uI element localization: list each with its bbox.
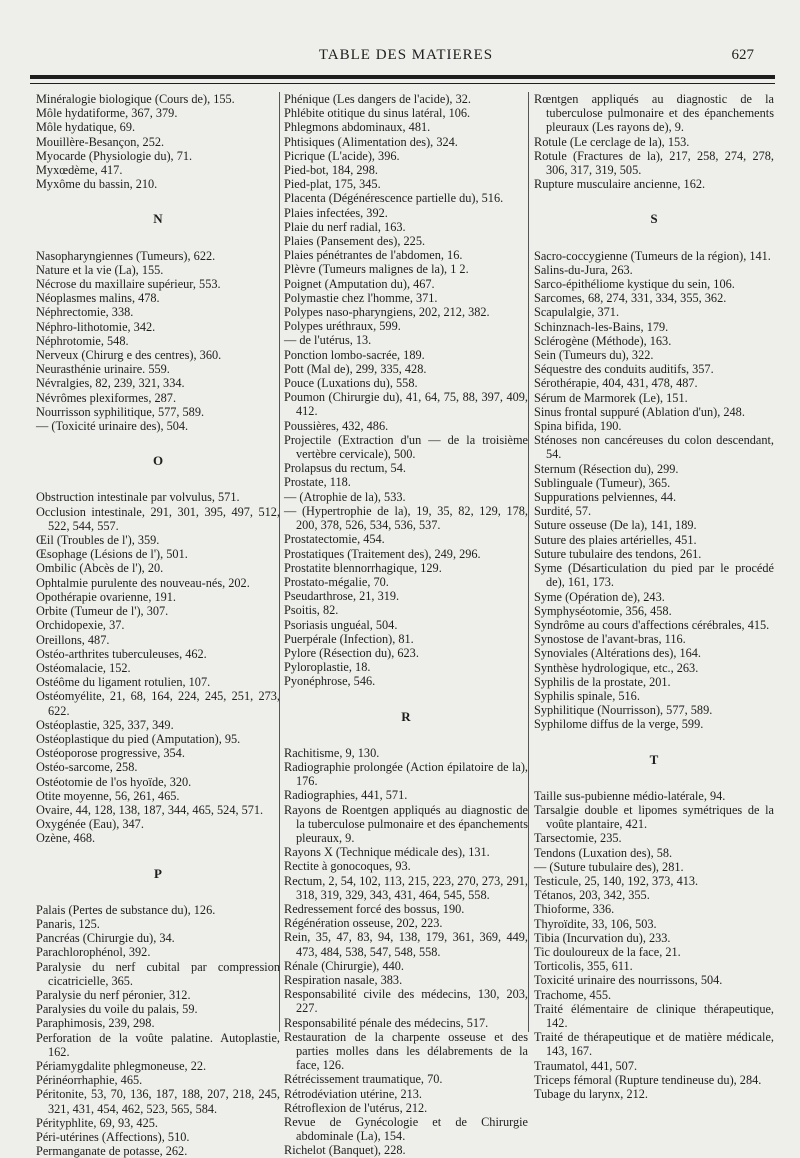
index-entry: Plaies infectées, 392.: [284, 205, 388, 220]
index-column-2: [284, 92, 528, 1158]
index-entry: Rotule (Le cerclage de la), 153.: [534, 134, 690, 149]
index-entry: Obstruction intestinale par volvulus, 571.: [36, 490, 240, 505]
index-entry: Perforation de la voûte palatine. Autoplastie, 162.: [36, 1030, 280, 1059]
index-entry: Nasopharyngiennes (Tumeurs), 622.: [36, 248, 216, 263]
index-entry: Thyroïdite, 33, 106, 503.: [534, 916, 657, 931]
index-entry: Môle hydatique, 69.: [36, 120, 136, 135]
index-entry: Picrique (L'acide), 396.: [284, 148, 400, 163]
index-entry: Syphilome diffus de la verge, 599.: [534, 717, 704, 732]
index-entry: Suture osseuse (De la), 141, 189.: [534, 518, 697, 533]
index-entry: Pseudarthrose, 21, 319.: [284, 589, 400, 604]
index-entry: Rayons de Roentgen appliqués au diagnostic de la tuberculose pulmonaire et des épanchements pleuraux, 9.: [284, 802, 528, 845]
index-entry: Symphyséotomie, 356, 458.: [534, 603, 672, 618]
index-column-1: [36, 92, 280, 1158]
index-entry: Phtisiques (Alimentation des), 324.: [284, 134, 458, 149]
index-entry: Sternum (Résection du), 299.: [534, 461, 679, 476]
index-entry: Ovaire, 44, 128, 138, 187, 344, 465, 524, 571.: [36, 802, 264, 817]
index-entry: Péri-utérines (Affections), 510.: [36, 1130, 190, 1144]
index-entry: Salins-du-Jura, 263.: [534, 262, 633, 277]
index-entry: Oreillons, 487.: [36, 632, 110, 647]
index-entry: Sclérogène (Méthode), 163.: [534, 333, 672, 348]
index-entry: Phlegmons abdominaux, 481.: [284, 120, 431, 135]
index-entry: Paralysie du nerf péronier, 312.: [36, 987, 191, 1002]
index-entry: Oxygénée (Eau), 347.: [36, 817, 144, 832]
index-entry: Testicule, 25, 140, 192, 373, 413.: [534, 873, 699, 888]
index-entry: Ostéo-arthrites tuberculeuses, 462.: [36, 646, 207, 661]
page-number: 627: [731, 47, 754, 63]
index-entry: Nerveux (Chirurg e des centres), 360.: [36, 348, 222, 363]
index-entry: Plèvre (Tumeurs malignes de la), 1 2.: [284, 262, 469, 277]
index-entry: Placenta (Dégénérescence partielle du), 516.: [284, 191, 504, 206]
index-entry: Palais (Pertes de substance du), 126.: [36, 902, 216, 917]
index-entry: Radiographies, 441, 571.: [284, 788, 408, 803]
index-entry: Opothérapie ovarienne, 191.: [36, 589, 176, 604]
index-entry: Poignet (Amputation du), 467.: [284, 276, 435, 291]
index-entry: Môle hydatiforme, 367, 379.: [36, 106, 178, 121]
index-entry: Ostéotomie de l'os hyoïde, 320.: [36, 774, 192, 789]
index-entry: Tic douloureux de la face, 21.: [534, 944, 681, 959]
index-entry: Respiration nasale, 383.: [284, 972, 403, 987]
index-entry-list: [534, 249, 774, 732]
index-entry: Tarsectomie, 235.: [534, 831, 622, 846]
section-letter-o: O: [152, 453, 164, 469]
index-entry: Revue de Gynécologie et de Chirurgie abdominale (La), 154.: [284, 1115, 528, 1144]
index-entry: Trachome, 455.: [534, 987, 612, 1002]
index-entry-list: [284, 746, 528, 1158]
index-entry: Redressement forcé des bossus, 190.: [284, 901, 465, 916]
index-entry: Traité élémentaire de clinique thérapeutique, 142.: [534, 1001, 774, 1030]
index-entry: Psoriasis unguéal, 504.: [284, 617, 398, 632]
index-entry: Névralgies, 82, 239, 321, 334.: [36, 376, 185, 391]
index-entry: Périnéorrhaphie, 465.: [36, 1073, 143, 1088]
index-entry: Nature et la vie (La), 155.: [36, 262, 164, 277]
index-entry: Rétrécissement traumatique, 70.: [284, 1072, 443, 1087]
index-entry: Névrômes plexiformes, 287.: [36, 390, 177, 405]
index-entry: Néphrotomie, 548.: [36, 333, 129, 348]
index-entry: Pott (Mal de), 299, 335, 428.: [284, 361, 427, 376]
index-entry-list: [534, 92, 774, 191]
index-entry: Tubage du larynx, 212.: [534, 1087, 648, 1101]
index-entry: Puerpérale (Infection), 81.: [284, 631, 414, 646]
index-entry: Paralysies du voile du palais, 59.: [36, 1002, 198, 1017]
index-entry: Polypes naso-pharyngiens, 202, 212, 382.: [284, 305, 490, 320]
index-entry: Prostatectomie, 454.: [284, 532, 385, 547]
index-column-3: [534, 92, 774, 1101]
index-entry: Sérum de Marmorek (Le), 151.: [534, 390, 688, 405]
index-entry: Rachitisme, 9, 130.: [284, 745, 380, 760]
page-title: TABLE DES MATIERES: [318, 47, 494, 63]
index-entry: Syme (Opération de), 243.: [534, 589, 665, 604]
page-header: [36, 44, 776, 68]
index-entry: Synthèse hydrologique, etc., 263.: [534, 660, 699, 675]
index-entry: Tarsalgie double et lipomes symétriques de la voûte plantaire, 421.: [534, 802, 774, 832]
index-entry: Orbite (Tumeur de l'), 307.: [36, 604, 169, 619]
index-entry: Paraphimosis, 239, 298.: [36, 1016, 155, 1031]
index-entry: Occlusion intestinale, 291, 301, 395, 497, 512, 522, 544, 557.: [36, 504, 280, 533]
index-entry: Pouce (Luxations du), 558.: [284, 376, 418, 391]
index-entry: Rétroflexion de l'utérus, 212.: [284, 1100, 428, 1115]
index-entry: Panaris, 125.: [36, 916, 100, 931]
index-entry: Suture des plaies artérielles, 451.: [534, 532, 697, 547]
section-letter-p: P: [154, 865, 162, 881]
index-entry: Ostéôme du ligament rotulien, 107.: [36, 675, 211, 690]
index-entry: Triceps fémoral (Rupture tendineuse du), 284.: [534, 1072, 762, 1087]
index-entry: Néphrectomie, 338.: [36, 305, 134, 320]
index-entry: Responsabilité civile des médecins, 130, 203, 227.: [284, 987, 528, 1016]
index-entry: Permanganate de potasse, 262.: [36, 1144, 188, 1158]
index-entry: Rein, 35, 47, 83, 94, 138, 179, 361, 369, 449, 473, 484, 538, 547, 548, 558.: [284, 930, 528, 959]
index-entry: Pyloroplastie, 18.: [284, 660, 371, 675]
index-entry: Rectum, 2, 54, 102, 113, 215, 223, 270, 273, 291, 318, 319, 329, 343, 431, 464, 545, 558.: [284, 873, 528, 902]
index-entry: Plaies (Pansement des), 225.: [284, 234, 426, 249]
index-entry: Néphro-lithotomie, 342.: [36, 319, 156, 334]
index-entry: Syndrôme au cours d'affections cérébrales, 415.: [534, 617, 770, 632]
index-entry: Suture tubulaire des tendons, 261.: [534, 546, 702, 561]
index-entry: Nécrose du maxillaire supérieur, 553.: [36, 277, 221, 292]
index-entry: Polypes uréthraux, 599.: [284, 319, 401, 334]
section-letter-n: N: [153, 211, 163, 227]
index-entry: Ostéomalacie, 152.: [36, 660, 131, 675]
index-entry: Ostéoporose progressive, 354.: [36, 746, 185, 761]
index-entry: Poussières, 432, 486.: [284, 418, 389, 433]
index-entry: Péritonite, 53, 70, 136, 187, 188, 207, 218, 245, 321, 431, 454, 462, 523, 565, 584.: [36, 1087, 280, 1116]
index-entry: Surdité, 57.: [534, 504, 592, 519]
index-entry-list: [284, 92, 528, 689]
index-entry: Syphilis spinale, 516.: [534, 688, 640, 703]
index-entry: Sein (Tumeurs du), 322.: [534, 348, 654, 363]
index-entry: Ostéo-sarcome, 258.: [36, 760, 138, 775]
index-entry: Rotule (Fractures de la), 217, 258, 274, 278, 306, 317, 319, 505.: [534, 148, 774, 178]
index-entry: Torticolis, 355, 611.: [534, 959, 633, 974]
index-entry: Néoplasmes malins, 478.: [36, 291, 160, 306]
index-entry: Œil (Troubles de l'), 359.: [36, 533, 160, 548]
index-entry: Paralysie du nerf cubital par compression cicatricielle, 365.: [36, 959, 280, 988]
index-entry: Pied-plat, 175, 345.: [284, 177, 381, 192]
index-entry: Prolapsus du rectum, 54.: [284, 461, 406, 476]
index-entry: Traité de thérapeutique et de matière médicale, 143, 167.: [534, 1030, 774, 1059]
index-entry-list: [36, 490, 280, 845]
column-divider: [528, 92, 529, 1032]
index-entry: Sublinguale (Tumeur), 365.: [534, 475, 671, 490]
index-entry: Rectite à gonocoques, 93.: [284, 859, 411, 874]
index-entry: Schinznach-les-Bains, 179.: [534, 319, 669, 334]
index-entry: Sacro-coccygienne (Tumeurs de la région), 141.: [534, 248, 771, 263]
index-entry: Phlébite otitique du sinus latéral, 106.: [284, 106, 471, 121]
index-entry: Plaies pénétrantes de l'abdomen, 16.: [284, 248, 463, 263]
index-entry: — (Suture tubulaire des), 281.: [534, 859, 684, 874]
index-entry: Sarcomes, 68, 274, 331, 334, 355, 362.: [534, 291, 727, 306]
index-entry: — (Atrophie de la), 533.: [284, 489, 406, 504]
index-entry: Régénération osseuse, 202, 223.: [284, 916, 443, 931]
index-entry: Phénique (Les dangers de l'acide), 32.: [284, 92, 471, 106]
section-letter-s: S: [650, 211, 658, 227]
index-entry: Toxicité urinaire des nourrissons, 504.: [534, 973, 723, 988]
section-letter-r: R: [401, 708, 411, 724]
index-entry: Spina bifida, 190.: [534, 419, 622, 434]
index-entry-list: [36, 903, 280, 1158]
index-entry: Syphilitique (Nourrisson), 577, 589.: [534, 703, 713, 718]
index-entry: Scapulalgie, 371.: [534, 305, 620, 320]
header-rule-thin: [30, 83, 775, 84]
index-entry: Œsophage (Lésions de l'), 501.: [36, 547, 188, 562]
index-entry: Tibia (Incurvation du), 233.: [534, 930, 671, 945]
index-entry: Mouillère-Besançon, 252.: [36, 134, 165, 149]
index-entry-list: [36, 92, 280, 191]
index-entry: Rœntgen appliqués au diagnostic de la tuberculose pulmonaire et des épanchements pleuraux (Les rayons de), 9.: [534, 92, 774, 135]
index-entry: Sinus frontal suppuré (Ablation d'un), 248.: [534, 404, 745, 419]
index-entry: Neurasthénie urinaire. 559.: [36, 362, 170, 377]
index-entry: — de l'utérus, 13.: [284, 333, 372, 348]
index-entry: Pérityphlite, 69, 93, 425.: [36, 1115, 158, 1130]
index-entry: Syme (Désarticulation du pied par le procédé de), 161, 173.: [534, 561, 774, 590]
index-entry: Minéralogie biologique (Cours de), 155.: [36, 92, 235, 106]
index-entry: Ponction lombo-sacrée, 189.: [284, 347, 425, 362]
index-entry: Taille sus-pubienne médio-latérale, 94.: [534, 788, 726, 803]
index-entry: Parachlorophénol, 392.: [36, 945, 151, 960]
index-entry: Rayons X (Technique médicale des), 131.: [284, 845, 490, 860]
index-entry: Ozène, 468.: [36, 831, 96, 846]
index-entry: Suppurations pelviennes, 44.: [534, 490, 677, 505]
index-entry: Otite moyenne, 56, 261, 465.: [36, 788, 180, 803]
index-entry: Prostate, 118.: [284, 475, 351, 490]
index-entry: Responsabilité pénale des médecins, 517.: [284, 1015, 489, 1030]
index-entry: Prostato-mégalie, 70.: [284, 574, 389, 589]
index-entry: Rénale (Chirurgie), 440.: [284, 958, 404, 973]
index-entry: Traumatol, 441, 507.: [534, 1058, 638, 1073]
index-entry: Prostatite blennorrhagique, 129.: [284, 560, 442, 575]
index-entry: Sérothérapie, 404, 431, 478, 487.: [534, 376, 698, 391]
index-entry: Pyonéphrose, 546.: [284, 674, 376, 689]
index-entry: Ostéomyélite, 21, 68, 164, 224, 245, 251, 273, 622.: [36, 689, 280, 718]
index-entry: Synostose de l'avant-bras, 116.: [534, 632, 686, 647]
index-entry: Synoviales (Altérations des), 164.: [534, 646, 702, 661]
index-entry: Rétrodéviation utérine, 213.: [284, 1086, 422, 1101]
index-entry: Séquestre des conduits auditifs, 357.: [534, 362, 714, 377]
index-entry: Restauration de la charpente osseuse et des parties molles dans les délabrements de la face, 126.: [284, 1029, 528, 1073]
index-entry: Orchidopexie, 37.: [36, 618, 125, 633]
index-entry: Richelot (Banquet), 228.: [284, 1143, 406, 1158]
index-entry: Prostatiques (Traitement des), 249, 296.: [284, 546, 481, 561]
index-entry: Tétanos, 203, 342, 355.: [534, 888, 650, 903]
index-entry: Poumon (Chirurgie du), 41, 64, 75, 88, 397, 409, 412.: [284, 390, 528, 419]
index-entry: Ophtalmie purulente des nouveau-nés, 202.: [36, 575, 250, 590]
index-entry: Myxôme du bassin, 210.: [36, 177, 158, 192]
index-entry: Myxœdème, 417.: [36, 163, 123, 178]
index-entry: Ostéoplastie, 325, 337, 349.: [36, 717, 174, 732]
index-entry: Psoitis, 82.: [284, 603, 339, 618]
index-entry: — (Toxicité urinaire des), 504.: [36, 419, 189, 434]
index-entry: Nourrisson syphilitique, 577, 589.: [36, 404, 205, 419]
index-entry: Rupture musculaire ancienne, 162.: [534, 177, 706, 192]
index-entry: Périamygdalite phlegmoneuse, 22.: [36, 1058, 207, 1073]
index-entry: Thioforme, 336.: [534, 902, 615, 917]
index-entry: Ombilic (Abcès de l'), 20.: [36, 561, 164, 576]
index-entry: Sténoses non cancéreuses du colon descendant, 54.: [534, 433, 774, 462]
index-entry: Syphilis de la prostate, 201.: [534, 674, 671, 689]
section-letter-t: T: [649, 751, 659, 767]
index-entry: — (Hypertrophie de la), 19, 35, 82, 129, 178, 200, 378, 526, 534, 536, 537.: [284, 503, 528, 533]
index-entry-list: [36, 249, 280, 434]
index-entry: Radiographie prolongée (Action épilatoire de la), 176.: [284, 759, 528, 789]
index-entry: Tendons (Luxation des), 58.: [534, 845, 673, 860]
index-entry: Myocarde (Physiologie du), 71.: [36, 148, 193, 163]
index-entry: Sarco-épithéliome kystique du sein, 106.: [534, 277, 735, 292]
index-entry: Pylore (Résection du), 623.: [284, 645, 419, 660]
index-entry: Projectile (Extraction d'un — de la troisième vertèbre cervicale), 500.: [284, 432, 528, 462]
index-entry: Plaie du nerf radial, 163.: [284, 219, 406, 234]
index-entry: Ostéoplastique du pied (Amputation), 95.: [36, 731, 241, 746]
index-entry: Pied-bot, 184, 298.: [284, 163, 378, 178]
header-rule-thick: [30, 75, 775, 79]
index-entry: Polymastie chez l'homme, 371.: [284, 290, 438, 305]
index-entry-list: [534, 789, 774, 1101]
index-entry: Pancréas (Chirurgie du), 34.: [36, 931, 175, 946]
